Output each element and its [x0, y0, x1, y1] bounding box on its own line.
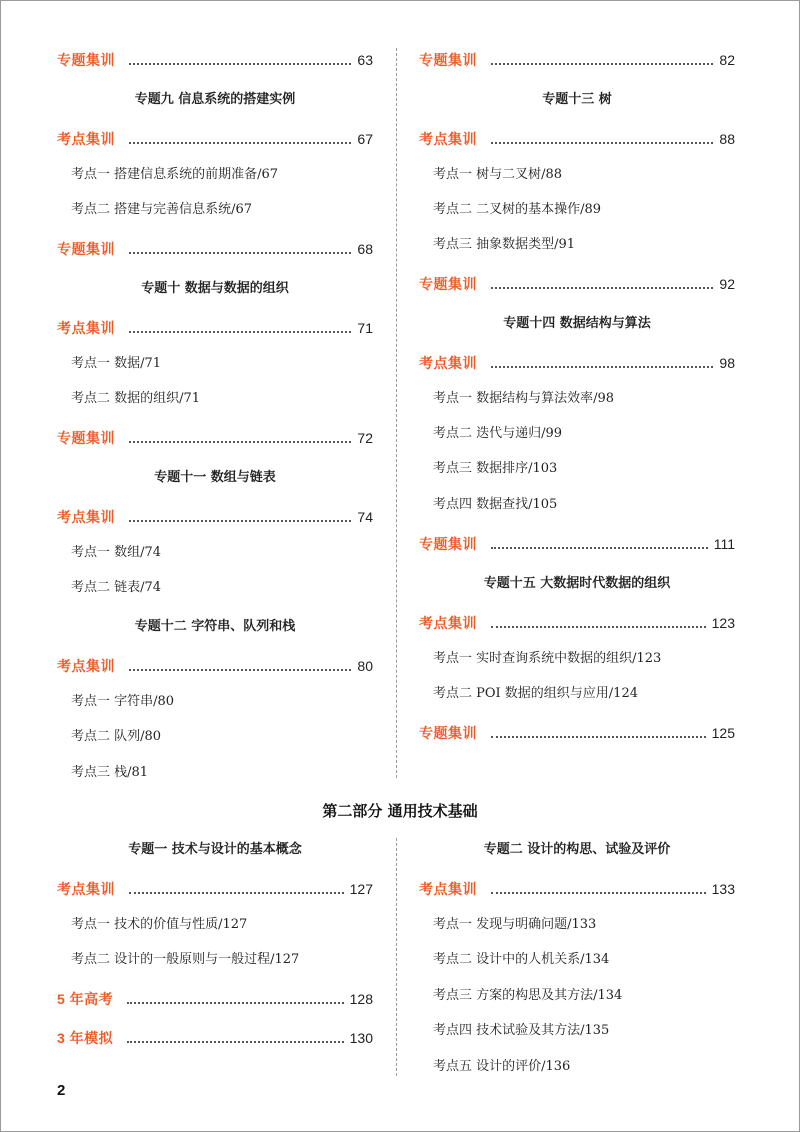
entry-page: 128	[349, 991, 373, 1007]
entry-label: 专题集训	[419, 725, 477, 741]
entry-label: 考点集训	[419, 615, 477, 631]
dot-leader	[491, 545, 708, 549]
toc-entry[interactable]	[57, 48, 373, 72]
toc-entry[interactable]	[57, 987, 373, 1011]
entry-page: 125	[711, 725, 735, 741]
entry-label: 专题集训	[419, 536, 477, 552]
column-divider	[396, 48, 397, 778]
entry-page: 130	[349, 1030, 373, 1046]
entry-label: 5 年高考	[57, 991, 114, 1007]
toc-entry[interactable]	[419, 48, 735, 72]
dot-leader	[129, 140, 351, 144]
entry-page: 71	[357, 320, 373, 336]
entry-label: 考点集训	[57, 131, 115, 147]
dot-leader	[129, 518, 351, 522]
entry-label: 考点集训	[57, 881, 115, 897]
topic-heading: 专题十一 数组与链表	[154, 470, 276, 485]
toc-item[interactable]: 考点一 发现与明确问题/133	[433, 917, 597, 932]
entry-page: 72	[357, 430, 373, 446]
toc-item[interactable]: 考点一 数据结构与算法效率/98	[433, 391, 615, 406]
toc-entry[interactable]	[419, 877, 735, 901]
toc-item[interactable]: 考点三 数据排序/103	[433, 461, 558, 476]
entry-page: 74	[357, 509, 373, 525]
toc-item[interactable]: 考点二 设计的一般原则与一般过程/127	[71, 952, 300, 967]
topic-heading: 专题十二 字符串、队列和栈	[134, 619, 296, 634]
entry-label: 专题集训	[57, 52, 115, 68]
toc-entry[interactable]	[57, 237, 373, 261]
toc-item[interactable]: 考点二 搭建与完善信息系统/67	[71, 202, 253, 217]
dot-leader	[491, 61, 713, 65]
dot-leader	[127, 1000, 343, 1004]
entry-label: 考点集训	[57, 509, 115, 525]
entry-label: 专题集训	[57, 430, 115, 446]
toc-entry[interactable]	[57, 127, 373, 151]
topic-heading: 专题十 数据与数据的组织	[141, 281, 289, 296]
entry-page: 92	[719, 276, 735, 292]
toc-entry[interactable]	[57, 1026, 373, 1050]
dot-leader	[491, 890, 706, 894]
entry-label: 专题集训	[57, 241, 115, 257]
toc-item[interactable]: 考点四 技术试验及其方法/135	[433, 1023, 610, 1038]
toc-item[interactable]: 考点一 数据/71	[71, 356, 162, 371]
topic-heading: 专题九 信息系统的搭建实例	[134, 92, 296, 107]
column-divider	[396, 838, 397, 1076]
entry-page: 88	[719, 131, 735, 147]
toc-item[interactable]: 考点一 字符串/80	[71, 694, 175, 709]
dot-leader	[129, 439, 351, 443]
entry-page: 63	[357, 52, 373, 68]
toc-entry[interactable]	[419, 721, 735, 745]
toc-item[interactable]: 考点一 技术的价值与性质/127	[71, 917, 248, 932]
entry-page: 80	[357, 658, 373, 674]
entry-page: 123	[711, 615, 735, 631]
entry-page: 127	[349, 881, 373, 897]
dot-leader	[129, 890, 344, 894]
dot-leader	[491, 734, 706, 738]
entry-page: 111	[713, 536, 735, 552]
entry-page: 98	[719, 355, 735, 371]
entry-page: 133	[711, 881, 735, 897]
toc-item[interactable]: 考点五 设计的评价/136	[433, 1059, 571, 1074]
dot-leader	[491, 624, 706, 628]
dot-leader	[129, 61, 351, 65]
toc-item[interactable]: 考点一 数组/74	[71, 545, 162, 560]
toc-item[interactable]: 考点三 栈/81	[71, 765, 149, 780]
toc-entry[interactable]	[57, 426, 373, 450]
toc-item[interactable]: 考点一 树与二叉树/88	[433, 167, 563, 182]
topic-heading: 专题十五 大数据时代数据的组织	[483, 576, 671, 591]
toc-item[interactable]: 考点二 队列/80	[71, 729, 162, 744]
toc-item[interactable]: 考点二 数据的组织/71	[71, 391, 201, 406]
toc-entry[interactable]	[419, 532, 735, 556]
toc-item[interactable]: 考点四 数据查找/105	[433, 497, 558, 512]
part-title: 第二部分 通用技术基础	[322, 802, 478, 820]
entry-page: 67	[357, 131, 373, 147]
entry-label: 考点集训	[419, 355, 477, 371]
toc-item[interactable]: 考点三 方案的构思及其方法/134	[433, 988, 623, 1003]
dot-leader	[129, 329, 351, 333]
entry-label: 专题集训	[419, 276, 477, 292]
toc-item[interactable]: 考点三 抽象数据类型/91	[433, 237, 576, 252]
entry-label: 考点集训	[419, 881, 477, 897]
topic-heading: 专题十四 数据结构与算法	[503, 316, 651, 331]
toc-item[interactable]: 考点一 搭建信息系统的前期准备/67	[71, 167, 279, 182]
dot-leader	[129, 667, 351, 671]
toc-entry[interactable]	[419, 611, 735, 635]
topic-heading: 专题一 技术与设计的基本概念	[128, 842, 302, 857]
entry-label: 考点集训	[57, 320, 115, 336]
toc-item[interactable]: 考点二 链表/74	[71, 580, 162, 595]
dot-leader	[127, 1039, 343, 1043]
toc-entry[interactable]	[419, 127, 735, 151]
entry-label: 考点集训	[57, 658, 115, 674]
entry-label: 3 年模拟	[57, 1030, 114, 1046]
toc-item[interactable]: 考点二 POI 数据的组织与应用/124	[433, 686, 638, 701]
entry-page: 68	[357, 241, 373, 257]
toc-entry[interactable]	[57, 505, 373, 529]
toc-item[interactable]: 考点二 迭代与递归/99	[433, 426, 563, 441]
entry-page: 82	[719, 52, 735, 68]
dot-leader	[491, 285, 713, 289]
toc-item[interactable]: 考点一 实时查询系统中数据的组织/123	[433, 651, 662, 666]
topic-heading: 专题二 设计的构思、试验及评价	[483, 842, 671, 857]
entry-label: 专题集训	[419, 52, 477, 68]
dot-leader	[491, 364, 713, 368]
page-number: 2	[57, 1082, 66, 1099]
toc-entry[interactable]	[419, 272, 735, 296]
entry-label: 考点集训	[419, 131, 477, 147]
dot-leader	[491, 140, 713, 144]
toc-entry[interactable]	[419, 351, 735, 375]
toc-entry[interactable]	[57, 316, 373, 340]
toc-entry[interactable]	[57, 654, 373, 678]
dot-leader	[129, 250, 351, 254]
topic-heading: 专题十三 树	[542, 92, 612, 107]
toc-entry[interactable]	[57, 877, 373, 901]
toc-item[interactable]: 考点二 二叉树的基本操作/89	[433, 202, 602, 217]
toc-item[interactable]: 考点二 设计中的人机关系/134	[433, 952, 610, 967]
